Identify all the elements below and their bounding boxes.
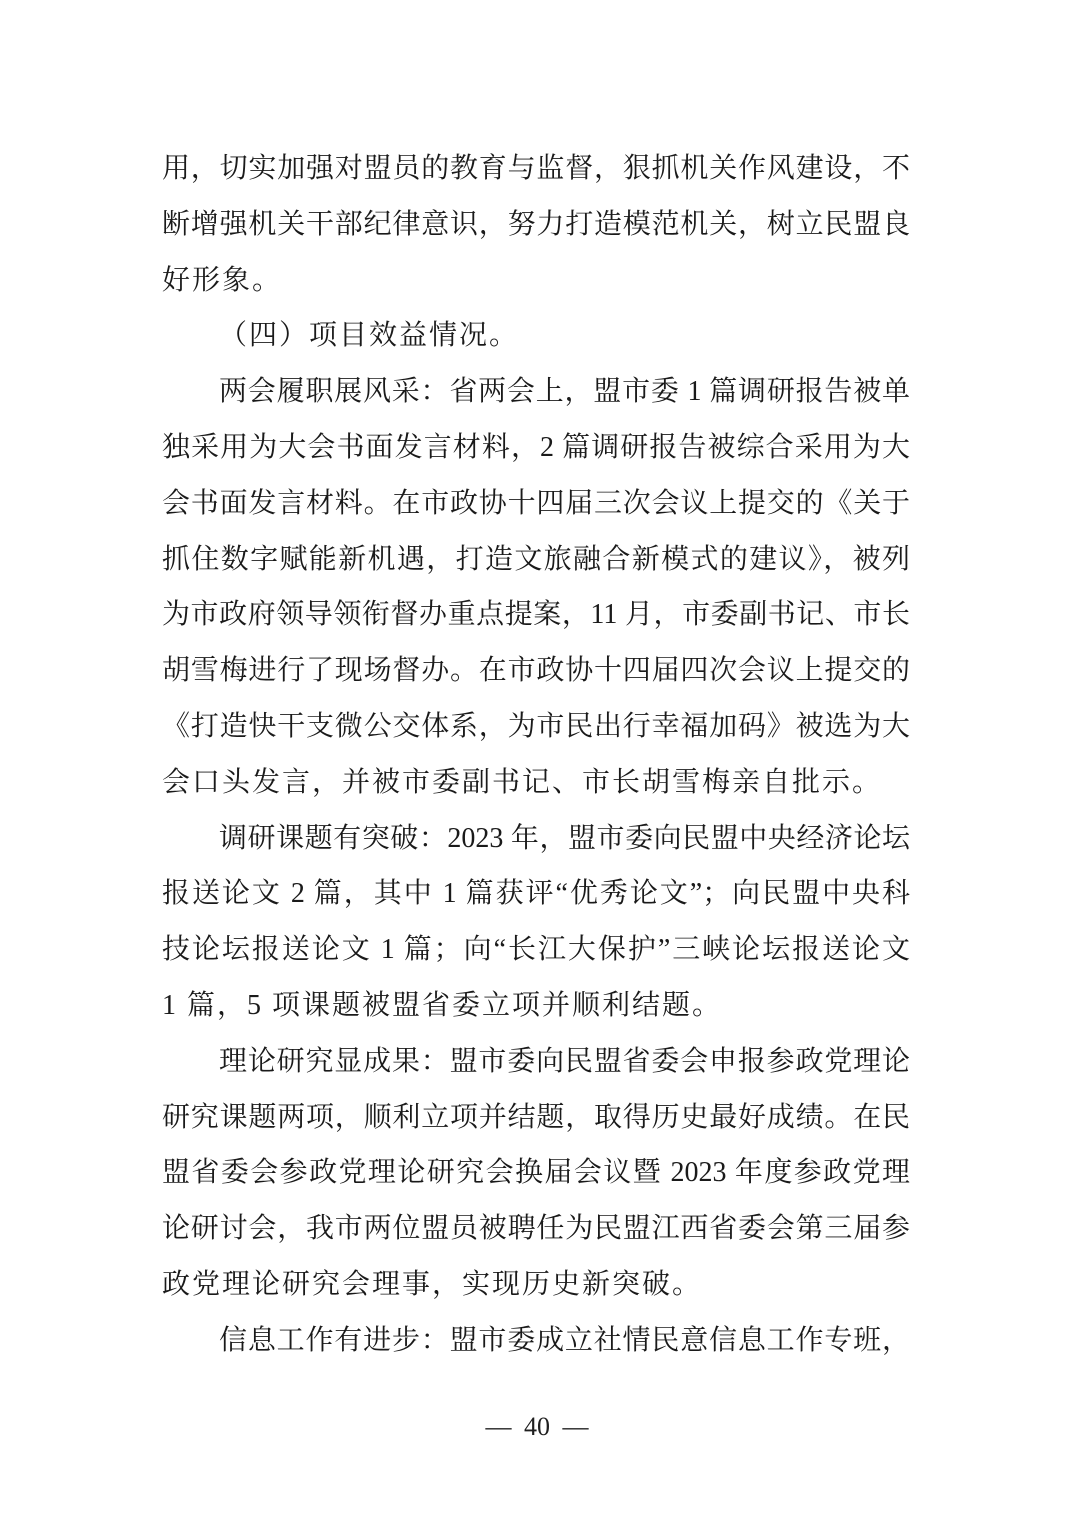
text-line: 报送论文 2 篇，其中 1 篇获评“优秀论文”；向民盟中央科 (162, 878, 910, 910)
text-line: 会口头发言，并被市委副书记、市长胡雪梅亲自批示。 (162, 766, 883, 798)
text-line: 独采用为大会书面发言材料，2 篇调研报告被综合采用为大 (162, 431, 910, 463)
text-line: 政党理论研究会理事，实现历史新突破。 (162, 1268, 703, 1300)
text-line: 胡雪梅进行了现场督办。在市政协十四届四次会议上提交的 (162, 655, 910, 687)
text-line: 技论坛报送论文 1 篇；向“长江大保护”三峡论坛报送论文 (162, 934, 910, 966)
text-line: 研究课题两项，顺利立项并结题，取得历史最好成绩。在民 (162, 1101, 910, 1133)
text-line: 盟省委会参政党理论研究会换届会议暨 2023 年度参政党理 (162, 1157, 910, 1189)
text-line: 为市政府领导领衔督办重点提案，11 月，市委副书记、市长 (162, 599, 910, 631)
text-line: 论研讨会，我市两位盟员被聘任为民盟江西省委会第三届参 (162, 1213, 910, 1245)
text-line: 好形象。 (162, 264, 283, 296)
text-line: 调研课题有突破：2023 年，盟市委向民盟中央经济论坛 (219, 822, 910, 854)
text-line: 抓住数字赋能新机遇，打造文旅融合新模式的建议》，被列 (162, 543, 910, 575)
text-line: 会书面发言材料。在市政协十四届三次会议上提交的《关于 (162, 487, 910, 519)
text-line: 信息工作有进步：盟市委成立社情民意信息工作专班， (219, 1324, 910, 1356)
text-line: 1 篇，5 项课题被盟省委立项并顺利结题。 (162, 989, 723, 1021)
text-line: 两会履职展风采：省两会上，盟市委 1 篇调研报告被单 (219, 376, 910, 408)
page-number: — 40 — (485, 1412, 589, 1441)
body-text (162, 141, 910, 1369)
text-line: 断增强机关干部纪律意识，努力打造模范机关，树立民盟良 (162, 208, 910, 240)
section-heading-line: （四）项目效益情况。 (219, 320, 520, 352)
text-line: 用，切实加强对盟员的教育与监督，狠抓机关作风建设，不 (162, 153, 910, 184)
text-line: 《打造快干支微公交体系，为市民出行幸福加码》被选为大 (162, 710, 910, 742)
text-line: 理论研究显成果：盟市委向民盟省委会申报参政党理论 (219, 1045, 910, 1077)
